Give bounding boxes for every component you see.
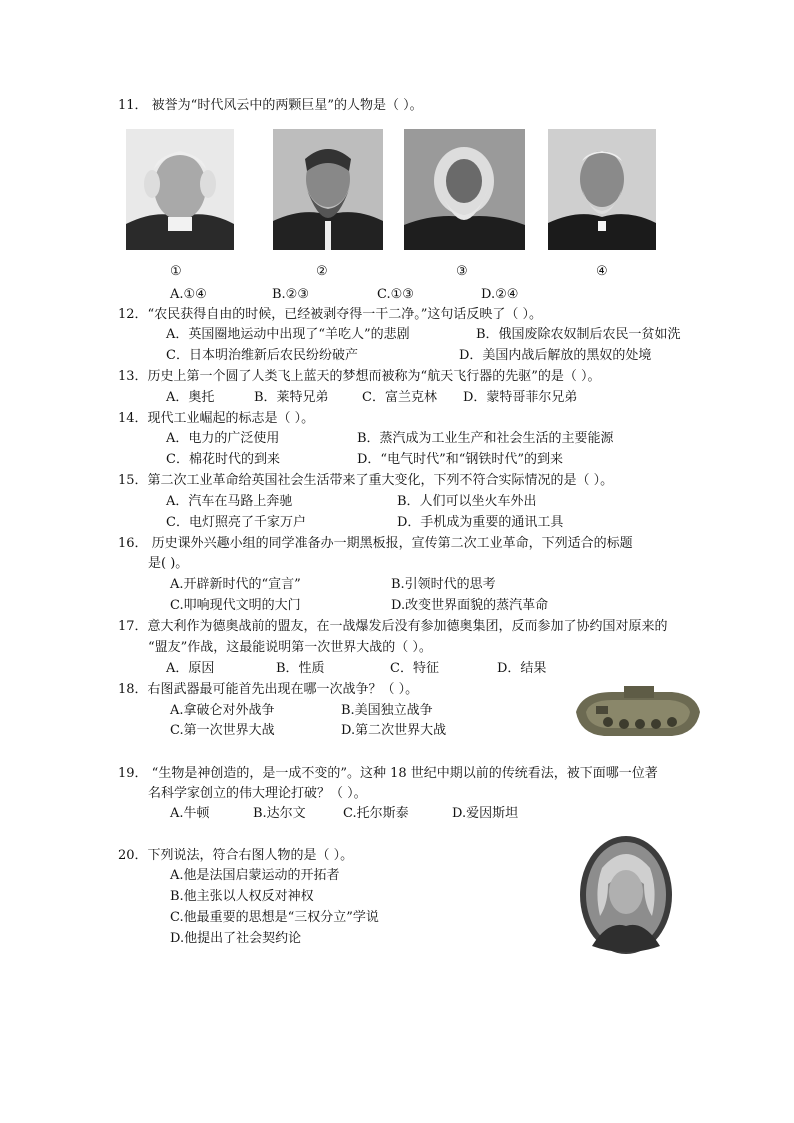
q14-option-c: C．棉花时代的到来 [166, 452, 280, 467]
q15-option-a: A．汽车在马路上奔驰 [166, 494, 293, 509]
q16-option-a: A.开辟新时代的“宣言” [170, 577, 301, 592]
q13-option-b: B．莱特兄弟 [254, 390, 329, 405]
q18-option-b: B.美国独立战争 [341, 703, 433, 718]
q11-option-d: D.②④ [481, 287, 519, 302]
q17-option-d: D．结果 [497, 661, 547, 676]
q19-option-d: D.爱因斯坦 [452, 806, 519, 821]
q15-option-b: B．人们可以坐火车外出 [397, 494, 537, 509]
portrait-3 [404, 129, 525, 250]
q16-option-b: B.引领时代的思考 [391, 577, 496, 592]
q13-option-d: D．蒙特哥菲尔兄弟 [463, 390, 578, 405]
q20-option-b: B.他主张以人权反对神权 [170, 889, 314, 904]
q18-option-c: C.第一次世界大战 [170, 723, 275, 738]
q16-stem-line2: 是( )。 [148, 556, 189, 571]
q14-stem: 14．现代工业崛起的标志是（ ）。 [118, 411, 315, 426]
q11-option-a: A.①④ [170, 287, 207, 302]
q15-option-d: D．手机成为重要的通讯工具 [397, 515, 564, 530]
q14-option-b: B．蒸汽成为工业生产和社会生活的主要能源 [357, 431, 614, 446]
q11-label-3: ③ [456, 264, 468, 279]
q14-option-d: D．“电气时代”和“钢铁时代”的到来 [357, 452, 564, 467]
q16-stem-line1: 16． 历史课外兴趣小组的同学准备办一期黑板报，宣传第二次工业革命，下列适合的标题 [118, 536, 633, 551]
q20-option-a: A.他是法国启蒙运动的开拓者 [170, 868, 340, 883]
q12-option-a: A．英国圈地运动中出现了“羊吃人”的悲剧 [166, 327, 410, 342]
q20-option-c: C.他最重要的思想是“三权分立”学说 [170, 910, 379, 925]
q11-label-4: ④ [596, 264, 608, 279]
q18-option-d: D.第二次世界大战 [341, 723, 447, 738]
q13-option-c: C．富兰克林 [362, 390, 437, 405]
q16-option-c: C.叩响现代文明的大门 [170, 598, 301, 613]
q19-option-c: C.托尔斯泰 [343, 806, 409, 821]
q20-stem: 20．下列说法，符合右图人物的是（ ）。 [118, 848, 354, 863]
q11-label-2: ② [316, 264, 328, 279]
oval-portrait [578, 834, 674, 956]
q17-stem-line2: “盟友”作战，这最能说明第一次世界大战的（ ）。 [148, 640, 432, 655]
q19-option-a: A.牛顿 [170, 806, 210, 821]
q16-option-d: D.改变世界面貌的蒸汽革命 [391, 598, 549, 613]
q12-stem: 12．“农民获得自由的时候，已经被剥夺得一干二净。”这句话反映了（ ）。 [118, 307, 542, 322]
q13-option-a: A．奥托 [166, 390, 215, 405]
q19-stem-line2: 名科学家创立的伟大理论打破？（ ）。 [148, 786, 367, 801]
q11-stem: 11． 被誉为“时代风云中的两颗巨星”的人物是（ ）。 [118, 98, 423, 113]
q11-label-1: ① [170, 264, 182, 279]
q18-stem: 18．右图武器最可能首先出现在哪一次战争？（ ）。 [118, 682, 419, 697]
q12-option-d: D．美国内战后解放的黑奴的处境 [459, 348, 652, 363]
q11-option-c: C.①③ [377, 287, 414, 302]
q15-stem: 15．第二次工业革命给英国社会生活带来了重大变化，下列不符合实际情况的是（ ）。 [118, 473, 614, 488]
portrait-4 [548, 129, 656, 250]
q18-option-a: A.拿破仑对外战争 [170, 703, 275, 718]
portrait-2 [273, 129, 383, 250]
q15-option-c: C．电灯照亮了千家万户 [166, 515, 306, 530]
tank-image [572, 682, 704, 742]
q12-option-c: C．日本明治维新后农民纷纷破产 [166, 348, 358, 363]
q14-option-a: A．电力的广泛使用 [166, 431, 280, 446]
q17-option-c: C．特征 [390, 661, 439, 676]
q13-stem: 13．历史上第一个圆了人类飞上蓝天的梦想而被称为“航天飞行器的先驱”的是（ ）。 [118, 369, 601, 384]
q11-option-b: B.②③ [272, 287, 309, 302]
q20-option-d: D.他提出了社会契约论 [170, 931, 302, 946]
q17-option-a: A．原因 [166, 661, 215, 676]
q17-option-b: B．性质 [276, 661, 325, 676]
q17-stem-line1: 17．意大利作为德奥战前的盟友，在一战爆发后没有参加德奥集团，反而参加了协约国对原来的 [118, 619, 668, 634]
q19-stem-line1: 19． “生物是神创造的，是一成不变的”。这种 18 世纪中期以前的传统看法，被下面哪一位著 [118, 766, 658, 781]
q12-option-b: B．俄国废除农奴制后农民一贫如洗 [476, 327, 681, 342]
q19-option-b: B.达尔文 [253, 806, 306, 821]
portrait-1 [126, 129, 234, 250]
